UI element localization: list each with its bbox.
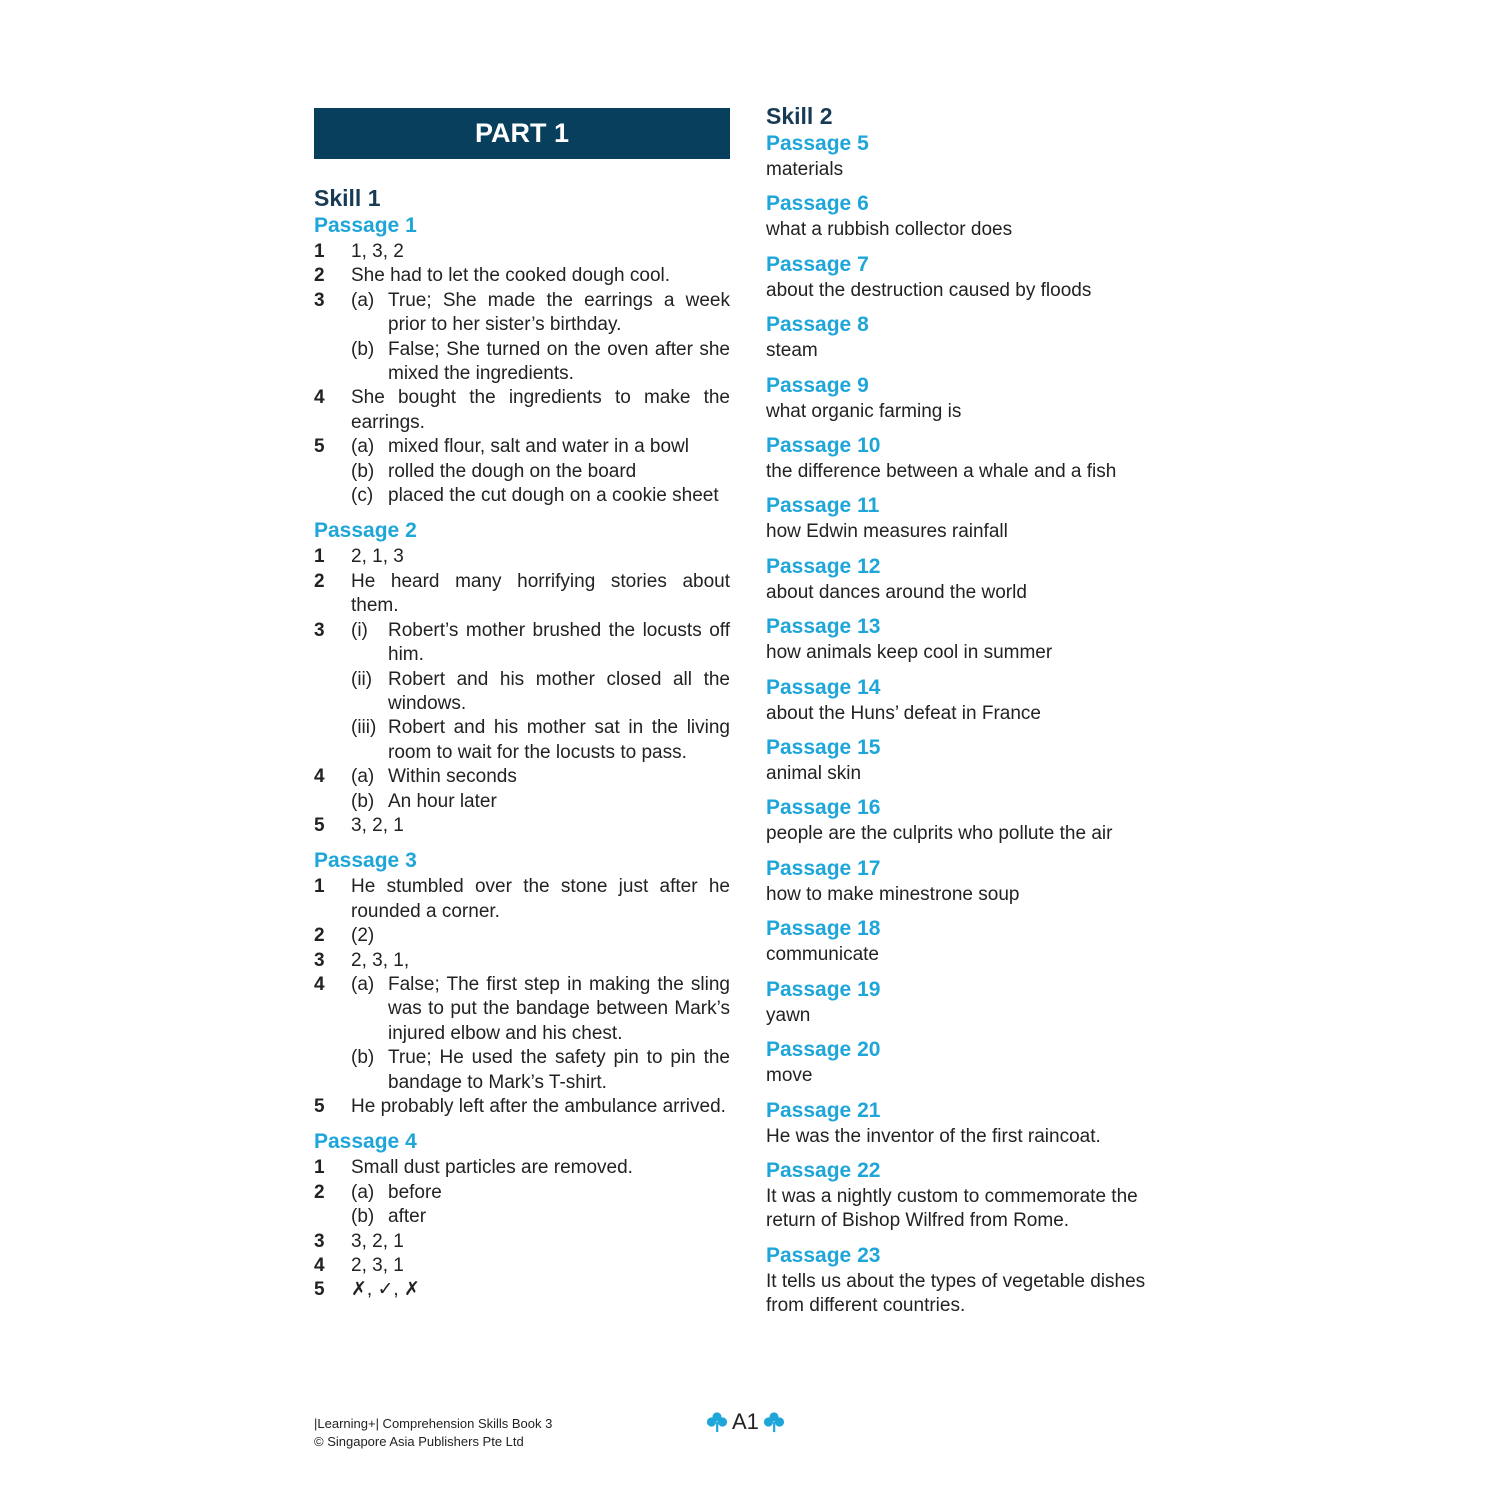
sub-label: (iii) <box>351 717 377 739</box>
answer-text: communicate <box>766 944 879 966</box>
passage-title: Passage 19 <box>766 977 881 1001</box>
sub-label: (a) <box>351 766 375 788</box>
passage-title: Passage 18 <box>766 917 881 941</box>
passage-title: Passage 22 <box>766 1158 881 1182</box>
answer-body <box>351 289 730 387</box>
answer-text: She bought the ingredients to make the earrings. <box>351 387 730 433</box>
sub-label: (ii) <box>351 668 373 690</box>
answer-item <box>314 619 730 765</box>
question-number: 4 <box>314 387 325 409</box>
right-content <box>766 130 1182 1319</box>
question-number: 1 <box>314 241 325 262</box>
passage-title: Passage 6 <box>766 192 869 216</box>
passage-title: Passage 8 <box>766 313 869 337</box>
skill-title: Skill 2 <box>766 103 833 129</box>
passage-title: Passage 1 <box>314 214 417 237</box>
sub-text: An hour later <box>388 790 497 812</box>
question-number: 3 <box>314 289 325 311</box>
answer-text: people are the culprits who pollute the air <box>766 823 1113 845</box>
sub-label: (a) <box>351 973 375 995</box>
answer-list <box>314 1156 730 1302</box>
answer-text: He was the inventor of the first raincoat. <box>766 1125 1101 1147</box>
passage-title: Passage 12 <box>766 554 881 578</box>
answer-text: animal skin <box>766 763 862 785</box>
passage-title: Passage 14 <box>766 675 881 699</box>
answer-text: the difference between a whale and a fish <box>766 461 1117 483</box>
answer-text: 2, 1, 3 <box>351 546 404 568</box>
answer-item <box>314 814 730 838</box>
answer-item <box>314 1254 730 1278</box>
passage-title: Passage 4 <box>314 1130 417 1154</box>
answer-text: move <box>766 1065 813 1087</box>
question-number: 5 <box>314 1279 325 1301</box>
answer-item <box>314 240 730 264</box>
answer-item <box>314 435 730 508</box>
answer-item <box>314 924 730 948</box>
sub-label: (a) <box>351 289 375 311</box>
sub-answer <box>351 765 730 789</box>
answer-text: He probably left after the ambulance arrived. <box>351 1096 726 1117</box>
sub-text: mixed flour, salt and water in a bowl <box>388 436 689 458</box>
answer-text: about dances around the world <box>766 581 1027 603</box>
answer-text: He stumbled over the stone just after he rounded a corner. <box>351 876 730 922</box>
passage-title: Passage 20 <box>766 1038 881 1062</box>
sub-text: False; The first step in making the sling was to put the bandage between Mark’s injured elbow and his chest. <box>388 973 730 1044</box>
footer-book-title: |Learning+| Comprehension Skills Book 3 <box>314 1416 553 1431</box>
sub-text: before <box>388 1181 442 1203</box>
sub-label: (b) <box>351 790 375 812</box>
sub-answer <box>351 790 730 814</box>
passage-title: Passage 9 <box>766 373 869 397</box>
footer <box>314 1415 552 1451</box>
passage-title: Passage 21 <box>766 1098 881 1122</box>
answer-item <box>314 1156 730 1180</box>
sub-text: placed the cut dough on a cookie sheet <box>388 485 719 507</box>
answer-text: about the destruction caused by floods <box>766 279 1092 301</box>
answer-text: about the Huns’ defeat in France <box>766 702 1041 724</box>
sub-answer <box>351 484 730 508</box>
answer-list <box>314 240 730 508</box>
sub-text: True; He used the safety pin to pin the bandage to Mark’s T-shirt. <box>388 1047 730 1093</box>
answer-text: materials <box>766 159 844 180</box>
passage-title: Passage 15 <box>766 736 881 760</box>
answer-body <box>351 619 730 765</box>
answer-text: 3, 2, 1 <box>351 814 404 836</box>
answer-item <box>314 289 730 387</box>
passage-title: Passage 7 <box>766 252 869 276</box>
answer-item <box>314 570 730 619</box>
sub-text: Within seconds <box>388 766 517 788</box>
answer-item <box>314 264 730 288</box>
passage-title: Passage 2 <box>314 519 417 543</box>
answer-body <box>351 1181 730 1230</box>
answer-body <box>351 765 730 814</box>
question-number: 2 <box>314 570 325 592</box>
answer-text: He heard many horrifying stories about them. <box>351 570 730 617</box>
page-number <box>706 1409 785 1435</box>
sub-text: False; She turned on the oven after she mixed the ingredients. <box>388 338 730 385</box>
left-content <box>314 184 730 1312</box>
sub-label: (b) <box>351 1047 375 1069</box>
answer-text: (2) <box>351 925 375 947</box>
sub-label: (b) <box>351 338 375 360</box>
passage-title: Passage 3 <box>314 849 417 873</box>
sub-answer <box>351 1046 730 1095</box>
answer-item <box>314 545 730 569</box>
answer-text: It was a nightly custom to commemorate the return of Bishop Wilfred from Rome. <box>766 1185 1138 1232</box>
answer-text: steam <box>766 340 818 362</box>
sub-answer <box>351 338 730 387</box>
answer-list <box>314 545 730 838</box>
question-number: 1 <box>314 546 325 568</box>
sub-label: (a) <box>351 1181 375 1203</box>
question-number: 3 <box>314 949 325 971</box>
passage-title: Passage 11 <box>766 494 880 518</box>
answer-item <box>314 1230 730 1254</box>
sub-answer <box>351 619 730 668</box>
question-number: 2 <box>314 1181 325 1203</box>
passage-title: Passage 13 <box>766 615 881 639</box>
question-number: 2 <box>314 925 325 947</box>
passage-title: Passage 5 <box>766 132 869 155</box>
answer-list <box>314 875 730 1119</box>
question-number: 4 <box>314 1255 325 1277</box>
passage-title: Passage 10 <box>766 434 881 458</box>
question-number: 5 <box>314 1096 325 1117</box>
sub-answer <box>351 716 730 765</box>
question-number: 4 <box>314 766 325 788</box>
question-number: 3 <box>314 1230 325 1252</box>
answer-text: yawn <box>766 1004 811 1026</box>
question-number: 4 <box>314 973 325 995</box>
sub-answer <box>351 435 730 459</box>
answer-text: how to make minestrone soup <box>766 883 1020 905</box>
sub-answer <box>351 973 730 1046</box>
question-number: 1 <box>314 876 325 898</box>
sub-label: (a) <box>351 436 375 458</box>
sub-label: (c) <box>351 485 374 507</box>
sub-answer <box>351 668 730 717</box>
sub-answer <box>351 289 730 338</box>
answer-text: She had to let the cooked dough cool. <box>351 265 671 287</box>
sub-text: True; She made the earrings a week prior to her sister’s birthday. <box>388 289 730 336</box>
question-number: 5 <box>314 814 325 836</box>
answer-text: 3, 2, 1 <box>351 1230 404 1252</box>
passage-title: Passage 17 <box>766 856 881 880</box>
answer-item <box>314 765 730 814</box>
sub-text: Robert’s mother brushed the locusts off him. <box>388 619 730 666</box>
clover-icon <box>763 1411 785 1433</box>
answer-text: what organic farming is <box>766 400 962 422</box>
answer-item <box>314 386 730 435</box>
answer-text: 2, 3, 1, <box>351 949 410 971</box>
sub-answer <box>351 1181 730 1205</box>
skill-title: Skill 1 <box>314 185 381 211</box>
answer-item <box>314 875 730 924</box>
answer-text: Small dust particles are removed. <box>351 1157 633 1179</box>
page-number-text: A1 <box>732 1409 759 1434</box>
answer-body <box>351 973 730 1095</box>
sub-label: (i) <box>351 619 368 641</box>
sub-label: (b) <box>351 1206 375 1228</box>
answer-text: It tells us about the types of vegetable dishes from different countries. <box>766 1270 1146 1317</box>
clover-icon <box>706 1411 728 1433</box>
question-number: 3 <box>314 619 325 641</box>
answer-text: how animals keep cool in summer <box>766 642 1053 664</box>
answer-text: 2, 3, 1 <box>351 1255 404 1277</box>
part-banner <box>314 108 730 159</box>
sub-answer <box>351 1205 730 1229</box>
answer-text: ✗, ✓, ✗ <box>351 1279 420 1301</box>
sub-text: Robert and his mother closed all the windows. <box>388 668 730 714</box>
answer-text: how Edwin measures rainfall <box>766 521 1008 543</box>
sub-label: (b) <box>351 460 375 482</box>
question-number: 2 <box>314 265 325 287</box>
answer-text: 1, 3, 2 <box>351 241 404 262</box>
answer-item <box>314 949 730 973</box>
right-column <box>766 102 1182 1327</box>
answer-item <box>314 973 730 1095</box>
sub-text: after <box>388 1206 427 1228</box>
answer-item <box>314 1181 730 1230</box>
answer-item <box>314 1278 730 1302</box>
passage-title: Passage 16 <box>766 796 881 820</box>
answer-body <box>351 435 730 508</box>
sub-text: rolled the dough on the board <box>388 460 637 482</box>
sub-answer <box>351 460 730 484</box>
question-number: 1 <box>314 1157 325 1179</box>
sub-text: Robert and his mother sat in the living room to wait for the locusts to pass. <box>388 717 730 763</box>
part-title: PART 1 <box>474 118 569 148</box>
answer-item <box>314 1095 730 1119</box>
footer-copyright: © Singapore Asia Publishers Pte Ltd <box>314 1434 524 1449</box>
question-number: 5 <box>314 436 325 458</box>
passage-title: Passage 23 <box>766 1243 881 1267</box>
answer-text: what a rubbish collector does <box>766 219 1013 241</box>
